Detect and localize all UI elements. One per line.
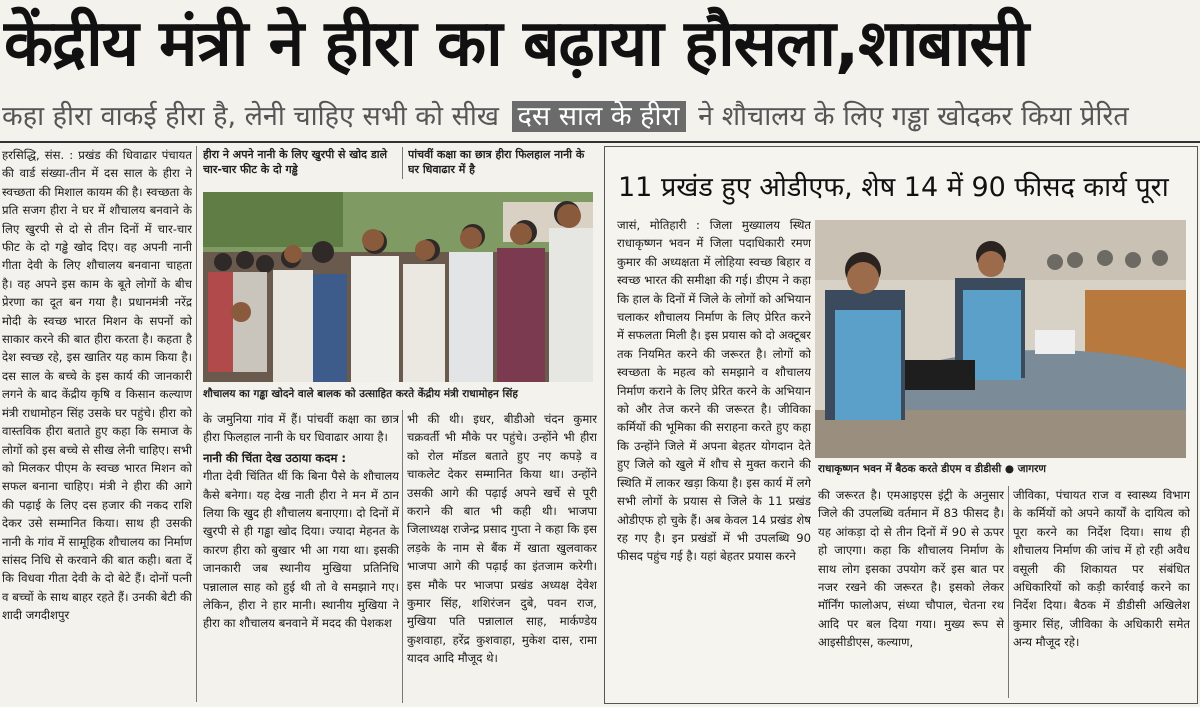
sidebar-story-column-2 bbox=[818, 486, 1004, 700]
article-text: की जरूरत है। एमआइएस इंट्री के अनुसार जिले की उपलब्धि वर्तमान में 83 फीसद है। यह आंकड़ा दो से तीन दिनों में 90 से ऊपर हो जाएगा। कहा कि शौचालय निर्माण के साथ लोग इसका उपयोग करें इस बात पर नजर रखने की जरूरत है। इसको लेकर मॉर्निंग फालोअप, संध्या चौपाल, चेतना रथ आदि पर बल दिया गया। मुख्य रूप से आइसीडीएस, कल्याण, bbox=[818, 488, 1004, 650]
label-divider bbox=[402, 147, 403, 179]
column-divider bbox=[1008, 486, 1009, 698]
sub-headline-text-2: ने शौचालय के लिए गड्ढा खोदकर किया प्रेरित bbox=[698, 101, 1129, 132]
photo-label-right: पांचवीं कक्षा का छात्र हीरा फिलहाल नानी के घर धिवाढार में है bbox=[408, 148, 585, 176]
article-left-column bbox=[2, 146, 192, 704]
meeting-photo-caption: राधाकृष्णन भवन में बैठक करते डीएम व डीडीसी ● जागरण bbox=[818, 463, 1047, 475]
article-middle-column-2 bbox=[407, 410, 597, 705]
sidebar-story-headline: 11 प्रखंड हुए ओडीएफ, शेष 14 में 90 फीसद कार्य पूरा bbox=[618, 172, 1169, 203]
photo-label-left: हीरा ने अपने नानी के लिए खुरपी से खोद डाले चार-चार फीट के दो गड्ढे bbox=[203, 148, 388, 176]
sidebar-story-column-3 bbox=[1013, 486, 1190, 700]
sidebar-story-column-1 bbox=[617, 216, 811, 700]
column-divider bbox=[196, 146, 197, 702]
divider bbox=[0, 141, 1200, 143]
article-text: हरसिद्धि, संस. : प्रखंड की धिवाढार पंचायत की वार्ड संख्या-तीन में दस साल के हीरा ने स्वच्छता की मिशाल कायम की है। स्वच्छता के प्रति सजग हीरा ने घर में शौचालय बनवाने के लिए खुरपी से दो से तीन दिनों में चार-चार फीट के दो गड्ढे खोद दिए। वह अपनी नानी गीता देवी के लिए शौचालय बनवाना चाहता है। वह अपने इस काम के बूते लोगों के बीच प्रेरणा का दूत बन गया है। प्रधानमंत्री नरेंद्र मोदी के स्वच्छ भारत मिशन के सपनों को साकार करने की बात हीरा करता है। कहता है देश स्वच्छ रहे, इस खातिर यह काम किया है। दस साल के बच्चे के इस कार्य की जानकारी लगने के बाद केंद्रीय कृषि व किसान कल्याण मंत्री राधामोहन सिंह उसके घर पहुंचे। हीरा को वास्तविक हीरा बताते हुए कहा कि समाज के लोगों को इस बच्चे से सीख लेनी चाहिए। सभी को मिलकर पीएम के स्वच्छ भारत मिशन को सफल बनाना चाहिए। मंत्री ने हीरा की आगे की पढ़ाई के लिए दस हजार की नकद राशि देकर उसे सम्मानित किया। साथ ही उसकी नानी के गांव में सामूहिक शौचालय का निर्माण सांसद निधि से करवाने की बात कही। बता दें कि विधवा गीता देवी के दो बेटे हैं। दोनों पत्नी व बच्चों के साथ बाहर रहते हैं। उनकी बेटी की शादी जगदीशपुर bbox=[2, 148, 192, 623]
sub-headline-highlight: दस साल के हीरा bbox=[512, 101, 686, 132]
column-divider bbox=[402, 410, 403, 703]
article-text: गीता देवी चिंतित थीं कि बिना पैसे के शौचालय कैसे बनेगा। यह देख नाती हीरा ने मन में ठान लिया कि खुद ही शौचालय बनाएगा। दो दिनों में खुरपी से ही गड्ढा खोद दिया। ज्यादा मेहनत के कारण हीरा को बुखार भी आ गया था। इसकी जानकारी जब स्थानीय मुखिया प्रतिनिधि पन्नालाल साह को हुई थी तो वे समझाने गए। लेकिन, हीरा ने हार मानी। स्थानीय मुखिया ने हीरा का शौचालय बनवाने में मदद की पेशकश bbox=[203, 469, 399, 631]
article-text: के जमुनिया गांव में हैं। पांचवीं कक्षा का छात्र हीरा फिलहाल नानी के घर धिवाढार आया है। bbox=[203, 412, 399, 445]
page-headline: केंद्रीय मंत्री ने हीरा का बढ़ाया हौसला,शाबासी bbox=[4, 7, 1029, 81]
article-subheading: नानी की चिंता देख उठाया कदम : bbox=[203, 450, 347, 465]
article-text: जासं, मोतिहारी : जिला मुख्यालय स्थित राधाकृष्णन भवन में जिला पदाधिकारी रमण कुमार की अध्यक्षता में लोहिया स्वच्छ बिहार व स्वच्छ भारत की समीक्षा की गई। डीएम ने कहा कि हाल के दिनों में जिले के लोगों को अभियान चलाकर शौचालय निर्माण के लिए प्रेरित करने में सफलता मिली है। इस प्रयास को दो अक्टूबर तक नियमित करने की जरूरत है। लोगों को स्वच्छता के महत्व को समझाने व शौचालय निर्माण कराने के लिए प्रेरित करने के अभियान को और तेज करने की जरूरत है। जीविका कर्मियों की भूमिका की सराहना करते हुए कहा कि उन्होंने जिले में अपना बेहतर योगदान देते हुए जिले को खुले में शौच से मुक्त कराने की स्थिति में लाकर खड़ा किया है। इस कार्य में लगे सभी लोगों के प्रयास से जिले के 11 प्रखंड ओडीएफ हो चुके हैं। अब केवल 14 प्रखंड शेष रह गए है। इन प्रखंडों में भी उपलब्धि 90 फीसद पहुंच गई है। यहां बेहतर प्रयास करने bbox=[617, 218, 811, 564]
article-text: जीविका, पंचायत राज व स्वास्थ्य विभाग के कर्मियों को अपने कार्यों के दायित्व को पूरा करने का निर्देश दिया। साथ ही शौचालय निर्माण की जांच में हो रही अवैध वसूली की शिकायत पर संबंधित अधिकारियों को कड़ी कार्रवाई करने का निर्देश दिया। बैठक में डीडीसी अखिलेश कुमार सिंह, जीविका के अधिकारी समेत अन्य मौजूद रहे। bbox=[1013, 488, 1190, 650]
sub-headline bbox=[0, 98, 1200, 138]
article-middle-column-1 bbox=[203, 410, 399, 705]
photo-caption: शौचालय का गड्ढा खोदने वाले बालक को उत्साहित करते केंद्रीय मंत्री राधामोहन सिंह bbox=[203, 388, 518, 400]
minister-photo bbox=[203, 192, 593, 382]
article-text: भी की थी। इधर, बीडीओ चंदन कुमार चक्रवर्ती भी मौके पर पहुंचे। उन्होंने भी हीरा को रोल मॉडल बताते हुए नए कपड़े व चाकलेट देकर सम्मानित किया था। उन्होंने उसकी आगे की पढ़ाई अपने खर्चे से पूरी कराने की बात भी कही थी। भाजपा जिलाध्यक्ष राजेन्द्र प्रसाद गुप्ता ने कहा कि इस लड़के के नाम से बैंक में खाता खुलवाकर भाजपा आगे की पढ़ाई का इंतजाम करेगी। इस मौके पर भाजपा प्रखंड अध्यक्ष देवेश कुमार सिंह, शशिरंजन दुबे, पवन राज, मुखिया पति पन्नालाल साह, मार्कण्डेय कुशवाहा, हरेंद्र कुशवाहा, मुकेश दास, रामा यादव आदि मौजूद थे। bbox=[407, 412, 597, 666]
sub-headline-text: कहा हीरा वाकई हीरा है, लेनी चाहिए सभी को सीख bbox=[2, 101, 499, 132]
meeting-photo bbox=[815, 220, 1186, 458]
